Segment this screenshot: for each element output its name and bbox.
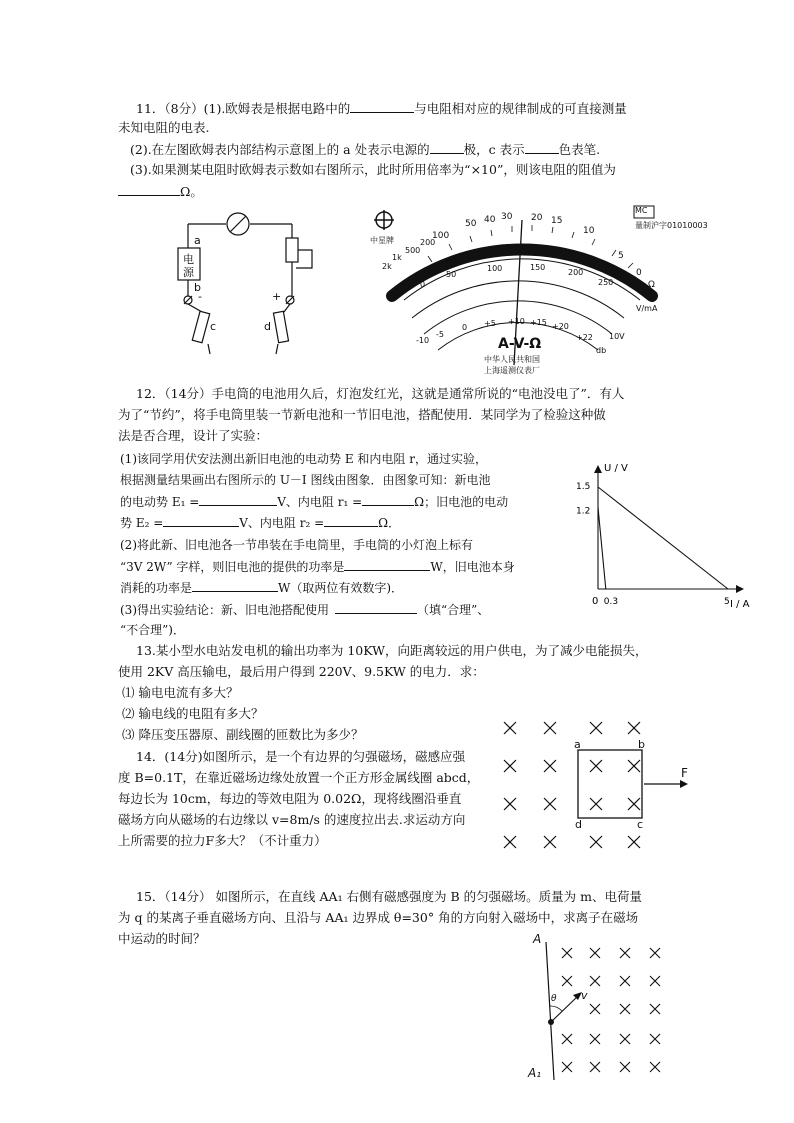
circuit-label-a: a [194, 234, 201, 247]
cross-icon [562, 1062, 572, 1072]
q12-p3-line1 [120, 601, 489, 618]
cross-icon [590, 1004, 600, 1014]
circuit-source-char-2: 源 [183, 266, 194, 279]
q11-line3-c: 色表笔. [558, 142, 601, 157]
q12-p1-4c: Ω． [378, 516, 401, 530]
x-axis-arrow-icon [736, 585, 744, 593]
q12-p2-line3 [120, 579, 403, 596]
cross-icon [544, 760, 556, 772]
q13-item3: ⑶ 降压变压器原、副线圈的匝数比为多少？ [122, 727, 364, 742]
q11-line5 [118, 183, 203, 200]
y-axis-arrow-icon [594, 465, 602, 473]
x-tick-label: 0.3 [603, 597, 619, 607]
q15-field-figure [528, 936, 678, 1086]
brand-logo-icon [374, 210, 394, 230]
field-crosses [562, 948, 660, 1072]
ohm-tick-15: 15 [551, 216, 563, 226]
line-label-A: A [533, 932, 542, 946]
q11-blank-3[interactable] [525, 141, 559, 154]
q15-line2: 为 q 的某离子垂直磁场方向、且沿与 AA₁ 边界成 θ=30° 角的方向射入磁场中，求离子在磁场 [118, 910, 639, 925]
cross-icon [650, 1034, 660, 1044]
q11-blank-2[interactable] [430, 141, 464, 154]
q11-line5-text: Ω。 [180, 184, 203, 199]
ohm-tick-500: 500 [405, 246, 421, 255]
q12-blank-conclusion[interactable] [335, 601, 417, 614]
cross-icon [628, 836, 640, 848]
cross-icon [562, 948, 572, 958]
velocity-label-v: v [581, 989, 588, 1002]
q14-line1: 14．(14分)如图所示，是一个有边界的匀强磁场，磁感应强 [136, 749, 466, 764]
mirror-band [392, 250, 652, 296]
dc-tick-0: 0 [420, 280, 426, 289]
db-tick-plus5: +5 [484, 319, 496, 328]
cross-icon [562, 1034, 572, 1044]
coil-label-a: a [574, 738, 581, 751]
series-line-1 [598, 487, 728, 589]
dc-tick-50: 50 [446, 270, 457, 279]
series-line-2 [598, 507, 606, 589]
coil-label-d: d [575, 818, 582, 831]
cross-icon [628, 722, 640, 734]
cross-icon [650, 1004, 660, 1014]
ohm-tick-20: 20 [531, 213, 543, 223]
q12-p3-1a: (3)得出实验结论：新、旧电池搭配使用 [120, 603, 329, 617]
cross-icon [590, 976, 600, 986]
db-tick-plus15: +15 [530, 318, 547, 327]
q12-intro1: 12．（14分）手电筒的电池用久后，灯泡发红光，这就是通常所说的“电池没电了”．有人 [136, 386, 625, 401]
meter-maker: 上海遥测仪表厂 [484, 366, 540, 375]
db-tick-minus5: -5 [436, 330, 444, 339]
cross-icon [590, 798, 602, 810]
q12-blank-p-old[interactable] [344, 558, 430, 571]
cross-icon [620, 1004, 630, 1014]
cross-icon [504, 760, 516, 772]
cross-icon [628, 798, 640, 810]
circuit-minus-sign: - [198, 290, 202, 303]
origin-label: 0 [592, 596, 599, 607]
q15-line1: 15．（14分） 如图所示，在直线 AA₁ 右侧有磁感强度为 B 的匀强磁场。质量为 m、电荷量 [136, 889, 643, 904]
q14-line3: 每边长为 10cm，每边的等效电阻为 0.02Ω，现将线圈沿垂直 [118, 791, 462, 806]
ohm-tick-200: 200 [420, 238, 436, 247]
dc-tick-200: 200 [568, 268, 584, 277]
y-axis-label: U / V [604, 463, 628, 474]
ac-label: 10V [609, 332, 625, 341]
circuit-source-char-1: 电 [183, 253, 194, 266]
circuit-label-b: b [194, 281, 201, 294]
cross-icon [620, 948, 630, 958]
cross-icon [650, 976, 660, 986]
cross-icon [590, 1062, 600, 1072]
theta-angle-arc [550, 1006, 562, 1011]
q11-line4: (3).如果测某电阻时欧姆表示数如右图所示，此时所用倍率为“×10”，则该电阻的阻值为 [130, 162, 616, 177]
circuit-label-c: c [210, 320, 217, 333]
q14-line4: 磁场方向从磁场的右边缘以 v=8m/s 的速度拉出去.求运动方向 [118, 812, 466, 827]
cross-icon [650, 948, 660, 958]
cross-icon [544, 798, 556, 810]
dc-tick-250: 250 [598, 278, 614, 287]
q12-p3-line2: “不合理”)． [120, 623, 185, 637]
cross-icon [504, 836, 516, 848]
force-label-F: F [681, 766, 688, 780]
q15-line3: 中运动的时间？ [118, 931, 206, 946]
cross-icon [620, 1062, 630, 1072]
q12-p2-3b: W（取两位有效数字)． [278, 581, 404, 595]
meter-avo-label: A-V-Ω [498, 336, 542, 352]
q12-p1-line3 [120, 493, 508, 510]
dc-tick-150: 150 [530, 263, 546, 272]
q13-item2: ⑵ 输电线的电阻有多大？ [122, 706, 264, 721]
y-tick-label: 1.2 [576, 506, 591, 517]
db-unit-label: db [596, 346, 607, 355]
meter-mc: MC [635, 206, 648, 215]
cross-icon [590, 1034, 600, 1044]
q14-line2: 度 B=0.1T，在靠近磁场边缘处放置一个正方形金属线圈 abcd， [118, 770, 480, 785]
q12-p2-3a: 消耗的功率是 [120, 581, 193, 595]
db-tick-plus20: +20 [552, 322, 569, 331]
cross-icon [650, 1062, 660, 1072]
cross-icon [562, 976, 572, 986]
q12-p1-line4 [120, 514, 400, 531]
x-axis-label: I / A [730, 599, 750, 610]
cross-icon [504, 798, 516, 810]
ohm-tick-2k: 2k [382, 262, 392, 271]
cross-icon [544, 722, 556, 734]
force-arrow-head-icon [680, 780, 688, 788]
q12-p2-2b: W，旧电池本身 [430, 560, 515, 574]
q11-blank-1[interactable] [350, 100, 414, 113]
q12-blank-e1[interactable] [199, 493, 277, 506]
ohm-tick-50: 50 [465, 219, 477, 229]
cross-icon [620, 976, 630, 986]
q12-p1-line2: 根据测量结果画出右图所示的 U－I 图线由图象．由图象可知：新电池 [120, 473, 491, 487]
q12-p3-1b: （填“合理”、 [417, 603, 490, 617]
q12-blank-p-loss[interactable] [192, 579, 278, 592]
db-tick-0: 0 [462, 323, 468, 332]
ohm-unit-label: Ω [648, 280, 655, 290]
cross-icon [590, 948, 600, 958]
cross-icon [590, 836, 602, 848]
ohm-tick-30: 30 [501, 212, 513, 222]
angle-label-theta: θ [551, 994, 557, 1004]
meter-country: 中华人民共和国 [484, 355, 540, 364]
y-tick-label: 1.5 [576, 482, 591, 492]
q12-p2-2a: “3V 2W” 字样，则旧电池的提供的功率是 [120, 560, 345, 574]
q11-blank-4[interactable] [118, 183, 180, 196]
db-tick-plus22: +22 [576, 333, 593, 342]
cross-icon [544, 836, 556, 848]
q12-p1-3c: Ω；旧电池的电动 [414, 495, 509, 509]
q14-line5: 上所需要的拉力F多大？（不计重力） [118, 833, 327, 848]
cross-icon [620, 1034, 630, 1044]
q12-intro2: 为了“节约”，将手电筒里装一节新电池和一节旧电池，搭配使用．某同学为了检验这种做 [118, 407, 606, 422]
db-tick-plus10: +10 [508, 317, 525, 326]
q12-blank-r2[interactable] [324, 514, 378, 527]
ui-graph [568, 455, 768, 615]
q12-p2-line2 [120, 558, 515, 575]
q11-line1-a: 11．（8分）(1).欧姆表是根据电路中的 [136, 101, 351, 116]
q11-line3-a: (2).在左图欧姆表内部结构示意图上的 a 处表示电源的 [130, 142, 430, 157]
v-unit-label: V/mA [636, 304, 658, 313]
q12-p1-4a: 势 E₂ = [120, 516, 164, 530]
coil-abcd [578, 750, 642, 818]
q11-line1-b: 与电阻相对应的规律制成的可直接测量 [414, 101, 627, 116]
field-crosses [504, 722, 640, 848]
q12-intro3: 法是否合理，设计了实验： [118, 428, 269, 443]
q12-p1-3b: V、内电阻 r₁ = [277, 495, 363, 509]
ohm-tick-1k: 1k [392, 253, 402, 262]
cross-icon [504, 722, 516, 734]
q12-blank-r1[interactable] [362, 493, 414, 506]
db-tick-minus10: -10 [416, 336, 430, 345]
q11-line2: 未知电阻的电表. [118, 120, 210, 135]
meter-brand: 中星牌 [370, 236, 394, 245]
dc-tick-100: 100 [487, 264, 503, 273]
coil-label-b: b [638, 738, 645, 751]
cross-icon [590, 722, 602, 734]
line-label-A1: A₁ [528, 1066, 542, 1080]
q12-blank-e2[interactable] [163, 514, 239, 527]
q13-item1: ⑴ 输电电流有多大？ [122, 685, 239, 700]
ohm-tick-0: 0 [636, 268, 642, 278]
q12-p1-line1: (1)该同学用伏安法测出新旧电池的电动势 E 和内电阻 r，通过实验， [120, 452, 487, 466]
q11-line3-b: 极，c 表示 [463, 142, 525, 157]
ohm-tick-5: 5 [618, 251, 624, 261]
q12-p1-3a: 的电动势 E₁ = [120, 495, 200, 509]
ohm-tick-10: 10 [583, 226, 595, 236]
q13-line1: 13.某小型水电站发电机的输出功率为 10KW，向距离较远的用户供电，为了减少电能损失， [136, 643, 648, 658]
meter-license: 量制沪字01010003 [635, 221, 708, 230]
q11-line1 [136, 100, 627, 117]
ohm-tick-100: 100 [432, 231, 450, 241]
q13-line2: 使用 2KV 高压输电，最后用户得到 220V、9.5KW 的电力．求： [118, 664, 485, 679]
q12-p2-line1: (2)将此新、旧电池各一节串装在手电筒里，手电筒的小灯泡上标有 [120, 538, 474, 552]
circuit-plus-sign: + [272, 290, 282, 303]
q14-field-figure [498, 716, 703, 856]
x-tick-label: 5 [724, 597, 730, 607]
q12-p1-4b: V、内电阻 r₂ = [239, 516, 325, 530]
cross-icon [590, 760, 602, 772]
circuit-label-d: d [264, 320, 271, 333]
cross-icon [628, 760, 640, 772]
q11-line3 [130, 141, 600, 158]
ohm-tick-40: 40 [484, 215, 496, 225]
coil-label-c: c [637, 818, 644, 831]
boundary-line-AA1 [546, 942, 554, 1080]
